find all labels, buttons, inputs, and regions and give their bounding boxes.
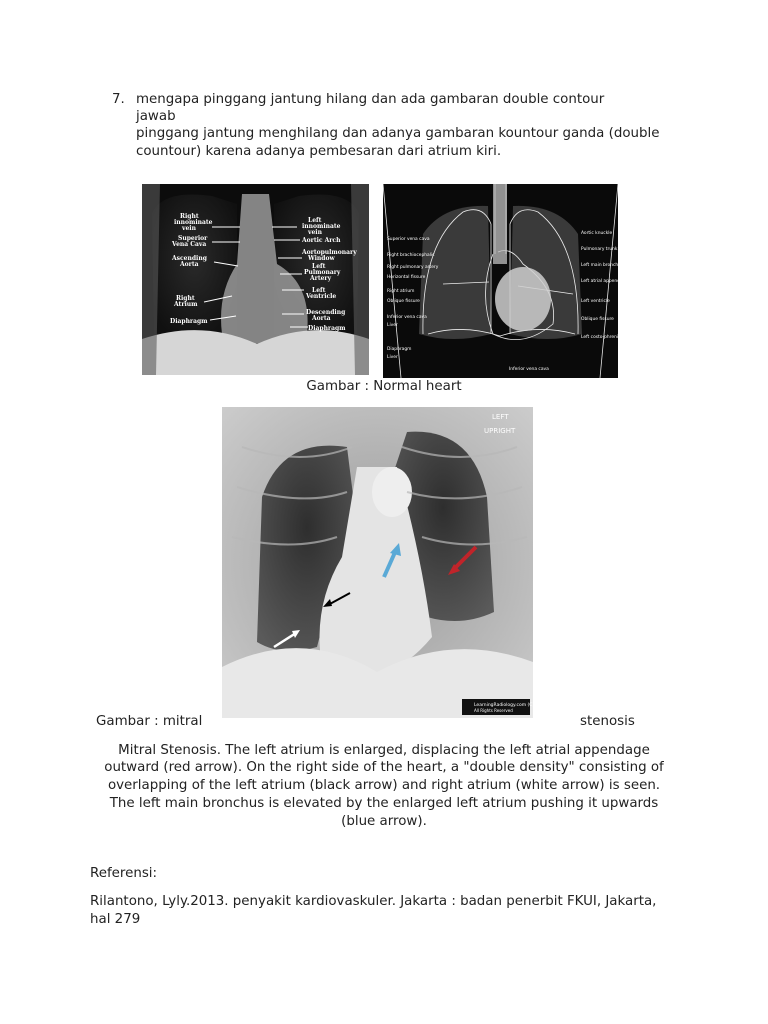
description-line-4: The left main bronchus is elevated by the enlarged left atrium pushing it upwards bbox=[109, 796, 659, 811]
xray2-label: Aortic knuckle bbox=[581, 231, 613, 236]
xray2-label: Left atrial appendage bbox=[581, 279, 629, 284]
answer-text-line-2: countour) karena adanya pembesaran dari atrium kiri. bbox=[136, 144, 502, 159]
xray2-label: Left ventricle bbox=[581, 299, 610, 304]
xray1-label: Diaphragm bbox=[308, 325, 346, 332]
caption-normal-heart: Gambar : Normal heart bbox=[306, 379, 462, 394]
xray1-label: Superior bbox=[178, 235, 208, 242]
question-text: mengapa pinggang jantung hilang dan ada gambaran double contour bbox=[136, 92, 605, 107]
xray1-label: Diaphragm bbox=[170, 318, 208, 325]
description-line-3: overlapping of the left atrium (black arrow) and right atrium (white arrow) is seen. bbox=[107, 778, 661, 793]
watermark-line-1: LearningRadiology.com (C) bbox=[474, 703, 535, 708]
xray1-label: Right bbox=[176, 295, 195, 302]
xray1-label: innominate bbox=[302, 223, 341, 230]
xray1-label: Ventricle bbox=[306, 293, 337, 300]
upright-tag: UPRIGHT bbox=[484, 427, 516, 435]
xray2-label: Left main bronchus bbox=[581, 263, 624, 268]
xray2-label: Horizontal fissure bbox=[387, 275, 426, 280]
xray1-label: Ascending bbox=[172, 255, 207, 262]
answer-text-line-1: pinggang jantung menghilang dan adanya gambaran kountour ganda (double bbox=[136, 126, 660, 141]
xray1-label: Left bbox=[312, 263, 326, 270]
caption-mitral-left: Gambar : mitral bbox=[96, 714, 203, 729]
xray1-label: innominate bbox=[174, 219, 213, 226]
description-line-5: (blue arrow). bbox=[341, 814, 427, 829]
xray2-label: Liver bbox=[387, 323, 398, 328]
xray2-label: Inferior vena cava bbox=[387, 315, 427, 320]
description-line-1: Mitral Stenosis. The left atrium is enlarged, displacing the left atrial appendage bbox=[118, 743, 650, 758]
xray1-label: Vena Cava bbox=[172, 241, 207, 248]
normal-heart-anatomy-diagram bbox=[383, 184, 635, 378]
xray1-label: Pulmonary bbox=[304, 269, 341, 276]
reference-line-2: hal 279 bbox=[90, 912, 141, 927]
mitral-stenosis-xray bbox=[222, 407, 533, 718]
xray2-label: Superior vena cava bbox=[387, 237, 430, 242]
xray2-label: Diaphragm bbox=[387, 347, 412, 352]
xray1-label: Left bbox=[308, 217, 322, 224]
xray1-label: Left bbox=[312, 287, 326, 294]
xray2-label: Pulmonary trunk bbox=[581, 247, 618, 252]
xray1-label: Aorta bbox=[180, 261, 199, 268]
xray1-label: Descending bbox=[306, 309, 346, 316]
caption-mitral-right: stenosis bbox=[580, 714, 635, 729]
xray1-label: Aortopulmonary bbox=[302, 249, 357, 256]
xray2-label: Left costo-phrenic angle bbox=[581, 335, 635, 340]
xray2-label: Oblique fissure bbox=[581, 317, 614, 322]
xray2-label: Right brachiocephalic bbox=[387, 253, 435, 258]
xray1-label: Aortic Arch bbox=[302, 237, 341, 244]
xray1-label: Aorta bbox=[312, 315, 331, 322]
reference-line-1: Rilantono, Lyly.2013. penyakit kardiovaskuler. Jakarta : badan penerbit FKUI, Jakarta, bbox=[90, 894, 657, 909]
question-number: 7. bbox=[112, 92, 125, 107]
xray1-label: Window bbox=[308, 255, 335, 262]
description-line-2: outward (red arrow). On the right side of the heart, a "double density" consisting of bbox=[104, 760, 664, 775]
left-tag: LEFT bbox=[492, 413, 509, 421]
xray1-label: vein bbox=[308, 229, 322, 236]
xray1-label: vein bbox=[182, 225, 196, 232]
answer-heading: jawab bbox=[136, 109, 176, 124]
xray2-label: Oblique fissure bbox=[387, 299, 420, 304]
xray2-label: Liver bbox=[387, 355, 398, 360]
xray2-label: Right pulmonary artery bbox=[387, 265, 439, 270]
xray2-label: Right atrium bbox=[387, 289, 415, 294]
xray1-label: Atrium bbox=[174, 301, 198, 308]
watermark-line-2: All Rights Reserved bbox=[474, 708, 513, 713]
xray1-label: Artery bbox=[310, 275, 332, 282]
xray2-label: Inferior vena cava bbox=[509, 367, 549, 372]
normal-heart-xray-labeled bbox=[142, 184, 369, 375]
references-heading: Referensi: bbox=[90, 866, 158, 881]
xray1-label: Right bbox=[180, 213, 199, 220]
